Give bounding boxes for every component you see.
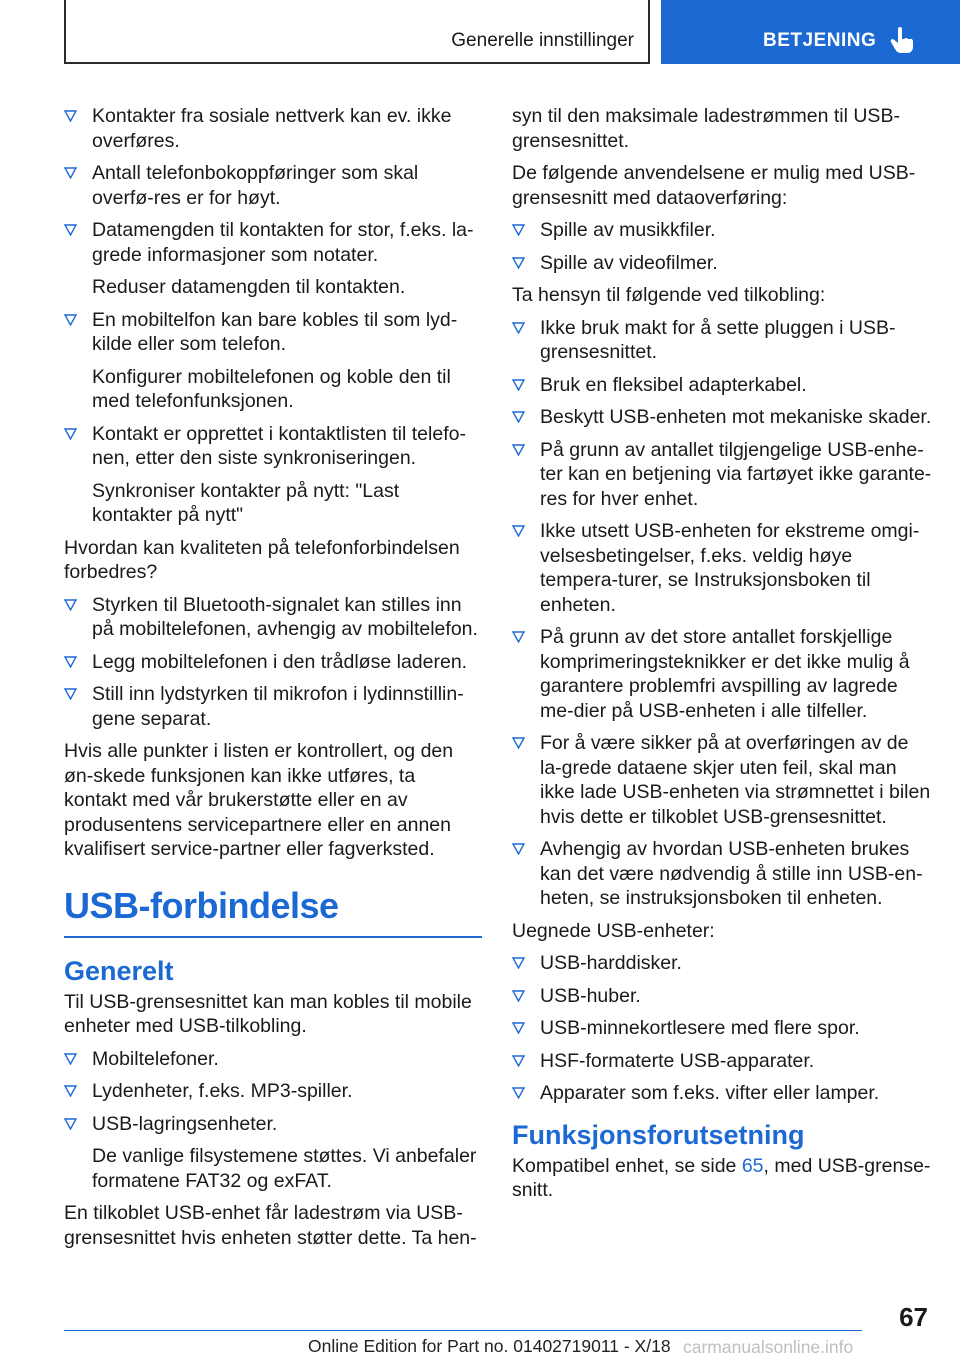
paragraph — [512, 1154, 932, 1203]
heading-rule — [64, 936, 482, 938]
triangle-bullet-icon — [512, 444, 525, 456]
list-item-text: På grunn av det store antallet forskjellige komprimeringsteknikker er det ikke mulig å garantere problemfri avspilling av lagrede me‐dier på USB-enheten i alle tilfeller. — [540, 626, 910, 722]
list-item-text: Ikke bruk makt for å sette pluggen i USB-grensesnittet. — [540, 316, 896, 363]
list-item-text: Kontakt er opprettet i kontaktlisten til telefo‐nen, etter den siste synkroniseringen. — [92, 422, 466, 469]
triangle-bullet-icon — [64, 1053, 77, 1065]
paragraph: En tilkoblet USB-enhet får ladestrøm via USB-grensesnittet hvis enheten støtter dette. Ta hen‐ — [64, 1202, 477, 1249]
subsection-heading: Funksjonsforutsetning — [512, 1119, 805, 1150]
list-item-text: På grunn av antallet tilgjengelige USB-enhe‐ter kan en betjening via fartøyet ikke garante‐res for hver enhet. — [540, 438, 932, 510]
triangle-bullet-icon — [64, 1085, 77, 1097]
list-item — [64, 161, 482, 210]
list-item — [64, 422, 482, 471]
triangle-bullet-icon — [512, 257, 525, 269]
subsection-heading: Generelt — [64, 955, 174, 986]
triangle-bullet-icon — [512, 1087, 525, 1099]
list-item-text: Spille av videofilmer. — [540, 251, 718, 274]
paragraph: Uegnede USB-enheter: — [512, 919, 715, 942]
triangle-bullet-icon — [64, 224, 77, 236]
list-item — [64, 1079, 482, 1104]
chapter-tab-label: BETJENING — [763, 30, 877, 51]
triangle-bullet-icon — [512, 631, 525, 643]
list-item — [512, 373, 932, 398]
triangle-bullet-icon — [512, 990, 525, 1002]
list-item-text: USB-lagringsenheter. — [92, 1112, 278, 1135]
footer-rule — [64, 1330, 862, 1331]
list-item-text: Spille av musikkfiler. — [540, 219, 716, 241]
list-item-text: Avhengig av hvordan USB-enheten brukes kan det være nødvendig å stille inn USB-en‐heten, se instruksjonsboken til enheten. — [540, 838, 923, 909]
triangle-bullet-icon — [64, 167, 77, 179]
list-item — [64, 682, 482, 731]
triangle-bullet-icon — [64, 599, 77, 611]
list-item-text: USB-minnekortlesere med flere spor. — [540, 1017, 860, 1039]
list-item — [512, 519, 932, 617]
list-item-text: Apparater som f.eks. vifter eller lamper. — [540, 1082, 880, 1104]
list-item — [512, 1049, 932, 1074]
list-item — [512, 405, 932, 430]
list-item-text: Styrken til Bluetooth-signalet kan stilles inn på mobiltelefonen, avhengig av mobiltelefon. — [92, 593, 478, 640]
hand-pointer-icon — [889, 26, 915, 54]
list-item — [512, 837, 932, 911]
list-item — [512, 625, 932, 723]
left-column — [64, 104, 482, 1258]
triangle-bullet-icon — [64, 656, 77, 668]
list-item — [512, 731, 932, 829]
list-item-text: USB-harddisker. — [540, 952, 682, 974]
list-item — [512, 251, 932, 276]
triangle-bullet-icon — [512, 843, 525, 855]
list-item — [512, 316, 932, 365]
paragraph: syn til den maksimale ladestrømmen til USB-grensesnittet. — [512, 105, 900, 152]
list-item-text: En mobiltelfon kan bare kobles til som lyd‐kilde eller som telefon. — [92, 308, 458, 355]
triangle-bullet-icon — [512, 411, 525, 423]
paragraph: Hvis alle punkter i listen er kontrollert, og den øn‐skede funksjonen kan ikke utføres, ta kontakt med vår brukerstøtte eller en av produsentens servicepartnere eller en annen kvalifisert service‐partner eller fagverksted. — [64, 740, 454, 860]
paragraph-text: , med USB-grense‐snitt. — [512, 1154, 931, 1201]
list-item-text: Antall telefonbokoppføringer som skal overfø‐res er for høyt. — [92, 162, 419, 209]
list-item — [64, 1112, 482, 1137]
list-item-text: Kontakter fra sosiale nettverk kan ev. ikke overføres. — [92, 105, 452, 152]
list-item-text: Still inn lydstyrken til mikrofon i lydinnstillin‐gene separat. — [92, 683, 464, 730]
list-item-note: Synkroniser kontakter på nytt: "Last kontakter på nytt" — [92, 479, 400, 526]
list-item-text: Legg mobiltelefonen i den trådløse laderen. — [92, 650, 468, 673]
list-item-text: Datamengden til kontakten for stor, f.eks. la‐grede informasjoner som notater. — [92, 219, 474, 266]
page-link[interactable]: 65 — [741, 1154, 764, 1177]
header-frame — [64, 0, 650, 64]
list-item — [512, 951, 932, 976]
triangle-bullet-icon — [512, 737, 525, 749]
right-column — [512, 104, 932, 1211]
list-item — [512, 984, 932, 1009]
list-item — [512, 1081, 932, 1106]
triangle-bullet-icon — [512, 1055, 525, 1067]
triangle-bullet-icon — [512, 322, 525, 334]
paragraph: Ta hensyn til følgende ved tilkobling: — [512, 284, 826, 306]
triangle-bullet-icon — [64, 110, 77, 122]
list-item-text: Lydenheter, f.eks. MP3-spiller. — [92, 1080, 353, 1102]
triangle-bullet-icon — [512, 525, 525, 537]
list-item-note: De vanlige filsystemene støttes. Vi anbefaler formatene FAT32 og exFAT. — [92, 1145, 477, 1192]
triangle-bullet-icon — [512, 379, 525, 391]
list-item — [64, 1047, 482, 1072]
watermark: carmanualsonline.info — [683, 1337, 854, 1357]
list-item-text: Beskytt USB-enheten mot mekaniske skader. — [540, 406, 932, 428]
list-item — [64, 218, 482, 267]
triangle-bullet-icon — [512, 957, 525, 969]
chapter-tab[interactable] — [661, 0, 960, 64]
list-item-text: For å være sikker på at overføringen av de la‐grede dataene skjer uten feil, skal man ikke lade USB-enheten via strømnettet i bilen hvis dette er tilkoblet USB-grensesnittet. — [540, 732, 931, 828]
edition-note: Online Edition for Part no. 01402719011 - X/18 — [308, 1336, 671, 1356]
list-item — [64, 104, 482, 153]
list-item — [512, 218, 932, 243]
list-item-text: Ikke utsett USB-enheten for ekstreme omgi‐velsesbetingelser, f.eks. veldig høye tempera‐turer, se Instruksjonsboken til enheten. — [540, 520, 920, 616]
triangle-bullet-icon — [512, 224, 525, 236]
list-item — [64, 650, 482, 675]
triangle-bullet-icon — [64, 688, 77, 700]
list-item-text: HSF-formaterte USB-apparater. — [540, 1049, 815, 1072]
section-heading: USB-forbindelse — [64, 884, 339, 926]
list-item — [64, 593, 482, 642]
list-item — [512, 438, 932, 512]
triangle-bullet-icon — [64, 1118, 77, 1130]
list-item-text: Mobiltelefoner. — [92, 1047, 219, 1070]
list-item — [64, 308, 482, 357]
paragraph: Til USB-grensesnittet kan man kobles til mobile enheter med USB-tilkobling. — [64, 990, 472, 1037]
paragraph-text: Kompatibel enhet, se side — [512, 1154, 742, 1177]
paragraph: De følgende anvendelsene er mulig med USB-grensesnitt med dataoverføring: — [512, 162, 916, 209]
list-item-text: USB-huber. — [540, 984, 641, 1007]
page-number: 67 — [899, 1302, 928, 1332]
triangle-bullet-icon — [64, 428, 77, 440]
triangle-bullet-icon — [512, 1022, 525, 1034]
list-item — [512, 1016, 932, 1041]
triangle-bullet-icon — [64, 314, 77, 326]
list-item-note: Reduser datamengden til kontakten. — [92, 276, 406, 298]
list-item-note: Konfigurer mobiltelefonen og koble den til med telefonfunksjonen. — [92, 365, 451, 412]
paragraph: Hvordan kan kvaliteten på telefonforbindelsen forbedres? — [64, 536, 460, 583]
list-item-text: Bruk en fleksibel adapterkabel. — [540, 373, 807, 396]
section-title: Generelle innstillinger — [451, 30, 634, 51]
